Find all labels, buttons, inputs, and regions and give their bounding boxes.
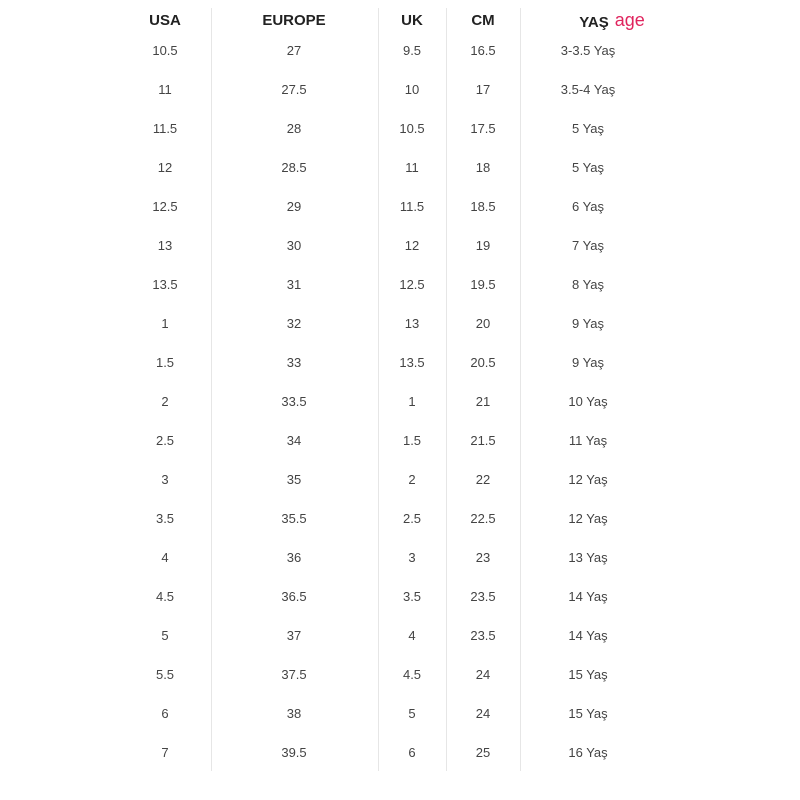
cell-cm: 20 — [475, 316, 491, 331]
cell-uk: 12.5 — [399, 277, 425, 292]
cell-europe: 27 — [286, 43, 302, 58]
cell-age: 8 Yaş — [571, 277, 605, 292]
cell-uk: 2 — [408, 472, 416, 487]
cell-europe: 33 — [286, 355, 302, 370]
cell-age: 15 Yaş — [568, 706, 608, 721]
cell-uk: 6 — [408, 745, 416, 760]
cell-cm: 25 — [475, 745, 491, 760]
cell-age: 13 Yaş — [568, 550, 608, 565]
table-row — [0, 626, 800, 646]
cell-uk: 10 — [404, 82, 420, 97]
cell-uk: 9.5 — [402, 43, 422, 58]
cell-usa: 3 — [161, 472, 169, 487]
cell-usa: 2 — [161, 394, 169, 409]
cell-usa: 4 — [161, 550, 169, 565]
cell-age: 12 Yaş — [568, 472, 608, 487]
cell-usa: 1 — [161, 316, 169, 331]
cell-age: 16 Yaş — [568, 745, 608, 760]
cell-age: 12 Yaş — [568, 511, 608, 526]
header-europe: EUROPE — [262, 12, 326, 29]
cell-uk: 4.5 — [402, 667, 422, 682]
table-row — [0, 314, 800, 334]
cell-europe: 30 — [286, 238, 302, 253]
cell-usa: 3.5 — [155, 511, 175, 526]
table-row — [0, 743, 800, 763]
cell-uk: 11 — [405, 160, 419, 175]
table-row — [0, 275, 800, 295]
header-age — [579, 8, 645, 36]
table-row — [0, 353, 800, 373]
cell-age: 9 Yaş — [571, 316, 605, 331]
cell-cm: 21.5 — [470, 433, 496, 448]
cell-age: 14 Yaş — [568, 628, 608, 643]
cell-cm: 23 — [475, 550, 491, 565]
cell-usa: 4.5 — [155, 589, 175, 604]
cell-cm: 22.5 — [470, 511, 496, 526]
cell-europe: 27.5 — [281, 82, 307, 97]
table-row — [0, 470, 800, 490]
cell-usa: 10.5 — [152, 43, 178, 58]
cell-usa: 12 — [157, 160, 173, 175]
cell-usa: 6 — [161, 706, 169, 721]
cell-age: 11 Yaş — [568, 433, 608, 448]
cell-cm: 23.5 — [470, 628, 496, 643]
cell-age: 15 Yaş — [568, 667, 608, 682]
cell-europe: 36.5 — [281, 589, 307, 604]
cell-cm: 24 — [475, 706, 491, 721]
cell-europe: 31 — [286, 277, 302, 292]
cell-europe: 39.5 — [281, 745, 307, 760]
cell-age: 14 Yaş — [568, 589, 608, 604]
cell-uk: 3 — [408, 550, 416, 565]
cell-age: 5 Yaş — [571, 121, 605, 136]
cell-cm: 23.5 — [470, 589, 496, 604]
cell-europe: 28.5 — [281, 160, 307, 175]
cell-usa: 5 — [161, 628, 169, 643]
cell-uk: 10.5 — [399, 121, 425, 136]
table-row — [0, 80, 800, 100]
cell-uk: 13 — [404, 316, 420, 331]
header-uk: UK — [401, 12, 423, 29]
table-row — [0, 665, 800, 685]
cell-uk: 1.5 — [402, 433, 422, 448]
cell-age: 10 Yaş — [568, 394, 608, 409]
cell-europe: 29 — [286, 199, 302, 214]
cell-europe: 33.5 — [281, 394, 307, 409]
table-row — [0, 548, 800, 568]
cell-uk: 4 — [408, 628, 416, 643]
cell-age: 5 Yaş — [571, 160, 605, 175]
cell-cm: 18 — [475, 160, 491, 175]
table-row — [0, 158, 800, 178]
header-age-note: age — [614, 10, 645, 30]
table-row — [0, 704, 800, 724]
header-cm: CM — [471, 12, 495, 29]
cell-cm: 18.5 — [470, 199, 496, 214]
table-header-row — [0, 8, 800, 34]
cell-cm: 21 — [475, 394, 491, 409]
cell-usa: 13.5 — [152, 277, 178, 292]
cell-europe: 38 — [286, 706, 302, 721]
table-row — [0, 119, 800, 139]
table-row — [0, 197, 800, 217]
cell-uk: 3.5 — [402, 589, 422, 604]
cell-uk: 2.5 — [402, 511, 422, 526]
table-row — [0, 41, 800, 61]
cell-europe: 35.5 — [281, 511, 307, 526]
cell-uk: 13.5 — [399, 355, 425, 370]
cell-usa: 2.5 — [155, 433, 175, 448]
table-row — [0, 587, 800, 607]
cell-uk: 5 — [408, 706, 416, 721]
cell-usa: 12.5 — [152, 199, 178, 214]
cell-cm: 19 — [475, 238, 491, 253]
cell-usa: 5.5 — [155, 667, 175, 682]
cell-europe: 37.5 — [281, 667, 307, 682]
cell-age: 7 Yaş — [571, 238, 605, 253]
table-row — [0, 392, 800, 412]
cell-uk: 12 — [404, 238, 420, 253]
cell-cm: 17.5 — [470, 121, 496, 136]
cell-europe: 28 — [286, 121, 302, 136]
cell-europe: 34 — [286, 433, 302, 448]
cell-age: 9 Yaş — [571, 355, 605, 370]
cell-cm: 17 — [475, 82, 491, 97]
header-age-label: YAŞ — [579, 14, 609, 31]
cell-age: 3-3.5 Yaş — [560, 43, 616, 58]
table-row — [0, 236, 800, 256]
cell-cm: 22 — [475, 472, 491, 487]
cell-europe: 32 — [286, 316, 302, 331]
cell-europe: 36 — [286, 550, 302, 565]
table-row — [0, 509, 800, 529]
cell-usa: 11.5 — [152, 121, 178, 136]
cell-cm: 24 — [475, 667, 491, 682]
cell-age: 3.5-4 Yaş — [560, 82, 616, 97]
cell-europe: 35 — [286, 472, 302, 487]
cell-europe: 37 — [286, 628, 302, 643]
cell-usa: 7 — [161, 745, 169, 760]
cell-cm: 19.5 — [470, 277, 496, 292]
cell-cm: 16.5 — [470, 43, 496, 58]
cell-uk: 1 — [408, 394, 416, 409]
header-usa: USA — [149, 12, 181, 29]
cell-cm: 20.5 — [470, 355, 496, 370]
cell-usa: 1.5 — [155, 355, 175, 370]
cell-uk: 11.5 — [399, 199, 425, 214]
cell-age: 6 Yaş — [571, 199, 605, 214]
cell-usa: 13 — [157, 238, 173, 253]
cell-usa: 11 — [158, 82, 172, 97]
table-row — [0, 431, 800, 451]
